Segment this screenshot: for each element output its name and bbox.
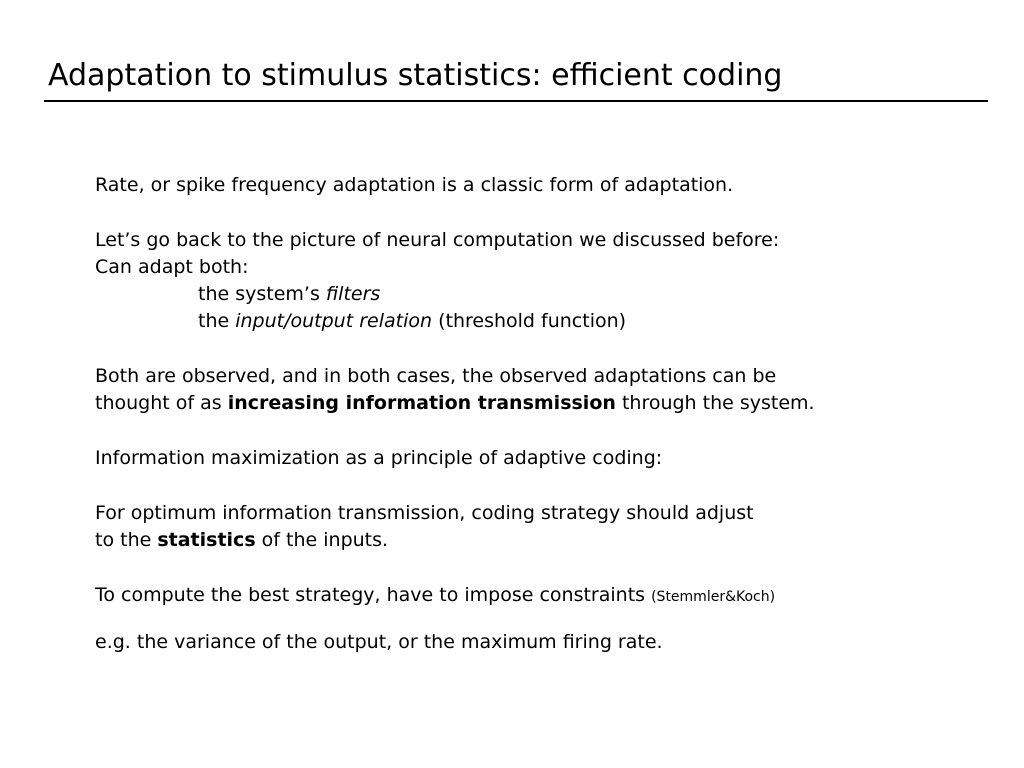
item-io-suffix: (threshold function) [432,310,627,332]
item-io-emphasis: input/output relation [235,310,433,332]
item-io-prefix: the [198,310,236,332]
info-transmission-suffix: through the system. [615,392,815,414]
paragraph-constraints [95,582,955,609]
statistics-suffix: of the inputs. [255,529,389,551]
slide-body [95,172,955,656]
paragraph-optimum-transmission-line2 [95,527,955,554]
can-adapt-both: Can adapt both: [95,256,249,278]
spacer [95,417,955,445]
constraints-text: To compute the best strategy, have to impose constraints [95,584,652,606]
spacer [95,554,955,582]
statistics-bold: statistics [157,529,256,551]
statistics-prefix: to the [95,529,158,551]
spacer [95,335,955,363]
paragraph-example-constraints: e.g. the variance of the output, or the maximum firing rate. [95,631,663,653]
spacer [95,472,955,500]
paragraph-both-observed-line2 [95,390,955,417]
spacer [95,199,955,227]
title-underline [44,100,988,102]
citation: (Stemmler&Koch) [651,589,776,605]
paragraph-neural-computation: Let’s go back to the picture of neural computation we discussed before: [95,229,780,251]
paragraph-optimum-transmission-line1: For optimum information transmission, coding strategy should adjust [95,502,754,524]
info-transmission-bold: increasing information transmission [227,392,616,414]
paragraph-info-maximization: Information maximization as a principle of adaptive coding: [95,447,663,469]
item-io-relation [95,308,955,335]
spacer [95,609,955,629]
item-filters-prefix: the system’s [198,283,326,305]
info-transmission-prefix: thought of as [95,392,228,414]
paragraph-both-observed-line1: Both are observed, and in both cases, the observed adaptations can be [95,365,777,387]
item-filters-emphasis: filters [325,283,381,305]
slide-title: Adaptation to stimulus statistics: efficient coding [48,58,783,93]
item-filters [95,281,955,308]
paragraph-rate-adaptation: Rate, or spike frequency adaptation is a classic form of adaptation. [95,174,734,196]
